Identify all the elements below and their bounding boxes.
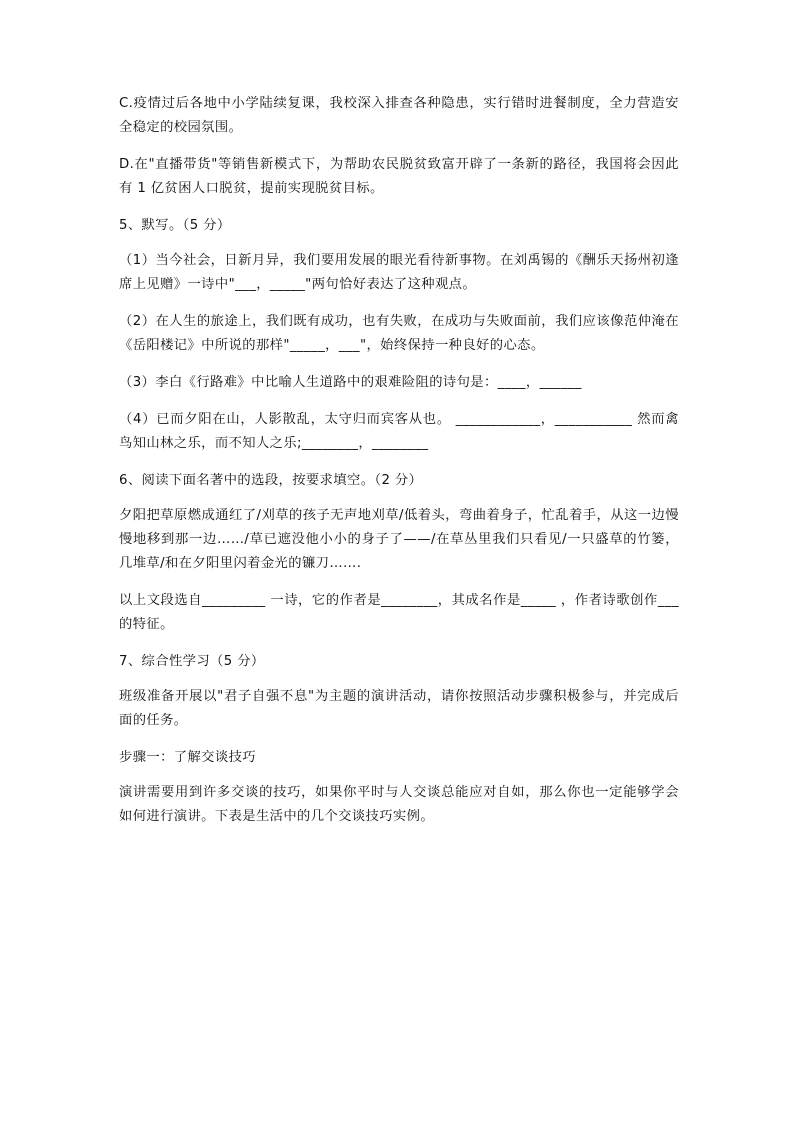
question-5-item-4: （4）已而夕阳在山，人影散乱，太守归而宾客从也。 ____________，___________ 然而禽鸟知山林之乐，而不知人之乐;________，________ <box>119 412 679 451</box>
question-5-item-3: （3）李白《行路难》中比喻人生道路中的艰难险阻的诗句是：____，______ <box>119 375 582 390</box>
option-c-paragraph: C.疫情过后各地中小学陆续复课，我校深入排查各种隐患，实行错时进餐制度，全力营造安全稳定的校园氛围。 <box>119 96 679 135</box>
question-5-heading: 5、默写。（5 分） <box>119 218 231 233</box>
step-1-description: 演讲需要用到许多交谈的技巧，如果你平时与人交谈总能应对自如，那么你也一定能够学会如何进行演讲。下表是生活中的几个交谈技巧实例。 <box>119 785 679 824</box>
question-5-item-2: （2）在人生的旅途上，我们既有成功，也有失败，在成功与失败面前，我们应该像范仲淹在《岳阳楼记》中所说的那样"_____，___"，始终保持一种良好的心态。 <box>119 314 679 353</box>
question-7-intro: 班级准备开展以"君子自强不息"为主题的演讲活动，请你按照活动步骤积极参与，并完成后面的任务。 <box>119 689 679 728</box>
poem-excerpt: 夕阳把草原燃成通红了/刈草的孩子无声地刈草/低着头，弯曲着身子，忙乱着手，从这一边慢慢地移到那一边……/草已遮没他小小的身子了——/在草丛里我们只看见/一只盛草的竹篓，几堆草/和在夕阳里闪着金光的镰刀……. <box>119 508 679 571</box>
step-1-heading: 步骤一：了解交谈技巧 <box>119 750 256 765</box>
document-page <box>119 92 679 842</box>
question-5-item-1: （1）当今社会，日新月异，我们要用发展的眼光看待新事物。在刘禹锡的《酬乐天扬州初逢席上见赠》一诗中"___，_____"两句恰好表达了这种观点。 <box>119 253 679 292</box>
question-7-heading: 7、综合性学习（5 分） <box>119 654 265 669</box>
option-d-paragraph: D.在"直播带货"等销售新模式下，为帮助农民脱贫致富开辟了一条新的路径，我国将会因此有 1 亿贫困人口脱贫，提前实现脱贫目标。 <box>119 157 679 196</box>
question-6-fill-in: 以上文段选自_________ 一诗，它的作者是________，其成名作是_____ ，作者诗歌创作___的特征。 <box>119 593 679 632</box>
question-6-heading: 6、阅读下面名著中的选段，按要求填空。（2 分） <box>119 473 423 488</box>
